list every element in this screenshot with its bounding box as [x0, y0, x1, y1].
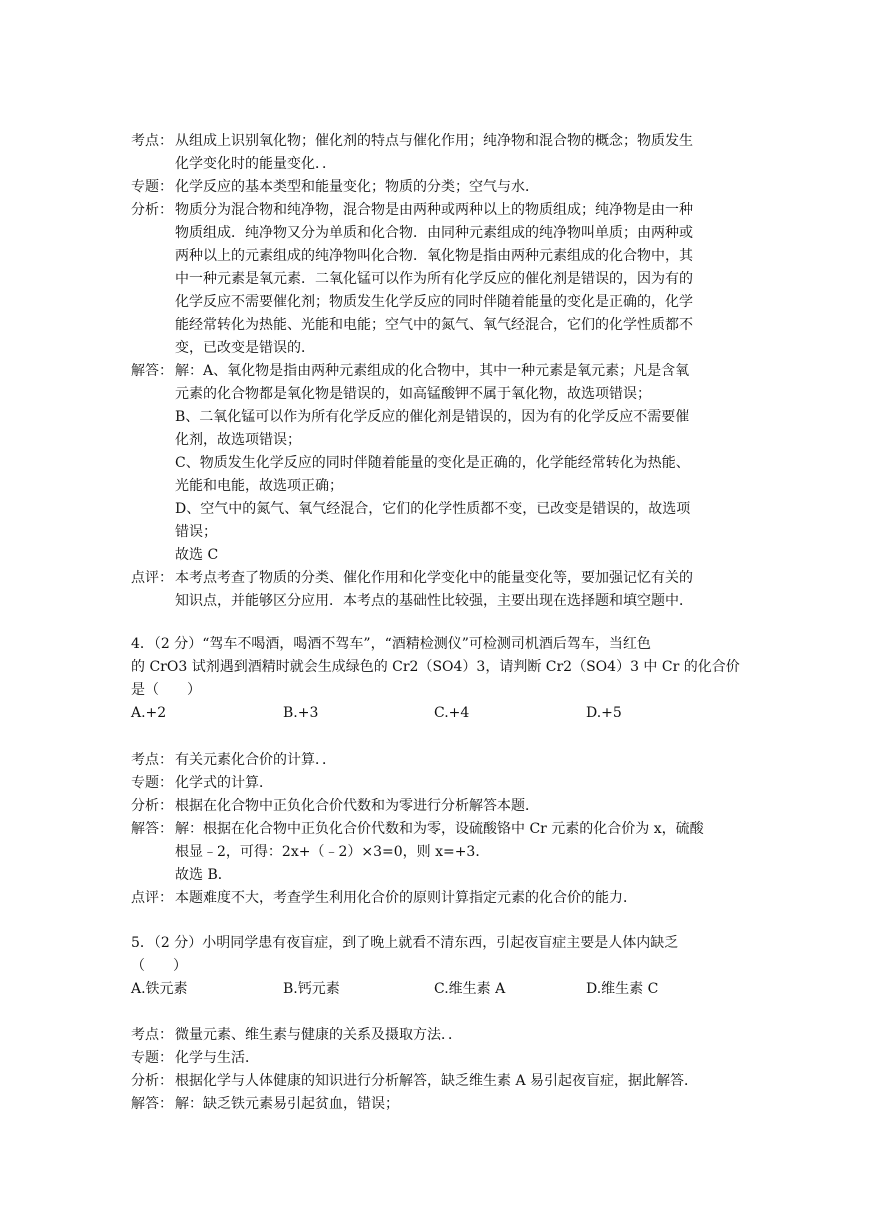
text-line: 根据化学与人体健康的知识进行分析解答，缺乏维生素 A 易引起夜盲症，据此解答．	[175, 1073, 699, 1089]
text-line: 知识点，并能够区分应用．本考点的基础性比较强，主要出现在选择题和填空题中．	[175, 593, 693, 609]
text-line: 解：A、氧化物是指由两种元素组成的化合物中，其中一种元素是氧元素；凡是含氧	[175, 363, 690, 379]
text-line: 中一种元素是氧元素．二氧化锰可以作为所有化学反应的催化剂是错误的，因为有的	[175, 271, 693, 287]
text-line: 的 CrO3 试剂遇到酒精时就会生成绿色的 Cr2（SO4）3，请判断 Cr2（SO4）3 中 Cr 的化合价	[131, 659, 740, 675]
text-line: 故选 C	[175, 547, 219, 563]
text-line: 元素的化合物都是氧化物是错误的，如高锰酸钾不属于氧化物，故选项错误；	[175, 386, 651, 402]
option-a: A.铁元素	[131, 981, 188, 997]
text-line: 微量元素、维生素与健康的关系及摄取方法．．	[175, 1027, 462, 1043]
zhuanti-section	[131, 1047, 741, 1070]
text-line: 4．（2 分）“驾车不喝酒，喝酒不驾车”，“酒精检测仪”可检测司机酒后驾车，当红色	[131, 636, 651, 652]
text-line: 从组成上识别氧化物；催化剂的特点与催化作用；纯净物和混合物的概念；物质发生	[175, 133, 693, 149]
text-line: 5．（2 分）小明同学患有夜盲症，到了晚上就看不清东西，引起夜盲症主要是人体内缺乏	[131, 935, 679, 951]
zhuanti-label: 专题：	[131, 1050, 173, 1066]
question-5-options	[131, 978, 743, 1001]
jieda-label: 解答：	[131, 363, 173, 379]
kaodian-label: 考点：	[131, 752, 173, 768]
text-line: （ ）	[131, 958, 187, 974]
question-4-stem	[131, 633, 743, 702]
text-line: 解：根据在化合物中正负化合价代数和为零，设硫酸铬中 Cr 元素的化合价为 x，硫酸	[175, 821, 704, 837]
jieda-section	[131, 818, 741, 887]
option-c: C.维生素 A	[434, 981, 506, 997]
zhuanti-label: 专题：	[131, 775, 173, 791]
kaodian-section	[131, 1024, 741, 1047]
jieda-section	[131, 1093, 741, 1116]
fenxi-label: 分析：	[131, 202, 173, 218]
jieda-section	[131, 360, 741, 567]
dianping-label: 点评：	[131, 890, 173, 906]
text-line: 光能和电能，故选项正确；	[175, 478, 343, 494]
option-c: C.+4	[434, 705, 470, 721]
fenxi-label: 分析：	[131, 1073, 173, 1089]
fenxi-section	[131, 1070, 741, 1093]
text-line: D、空气中的氮气、氧气经混合，它们的化学性质都不变，已改变是错误的，故选项	[175, 501, 691, 517]
text-line: 能经常转化为热能、光能和电能；空气中的氮气、氧气经混合，它们的化学性质都不	[175, 317, 693, 333]
text-line: 化学式的计算．	[175, 775, 273, 791]
text-line: 错误；	[175, 524, 217, 540]
text-line: 化剂，故选项错误；	[175, 432, 301, 448]
question-4-options	[131, 702, 743, 725]
text-line: B、二氧化锰可以作为所有化学反应的催化剂是错误的，因为有的化学反应不需要催	[175, 409, 690, 425]
text-line: 解：缺乏铁元素易引起贫血，错误；	[175, 1096, 399, 1112]
jieda-label: 解答：	[131, 821, 173, 837]
text-line: 化学反应的基本类型和能量变化；物质的分类；空气与水．	[175, 179, 539, 195]
text-line: 物质组成．纯净物又分为单质和化合物．由同种元素组成的纯净物叫单质；由两种或	[175, 225, 693, 241]
zhuanti-section	[131, 772, 741, 795]
text-line: C、物质发生化学反应的同时伴随着能量的变化是正确的，化学能经常转化为热能、	[175, 455, 690, 471]
kaodian-section	[131, 130, 741, 176]
dianping-section	[131, 887, 741, 910]
option-b: B.+3	[283, 705, 319, 721]
text-line: 故选 B．	[175, 867, 232, 883]
text-line: 是（ ）	[131, 682, 201, 698]
text-line: 化学反应不需要催化剂；物质发生化学反应的同时伴随着能量的变化是正确的，化学	[175, 294, 693, 310]
text-line: 化学变化时的能量变化．．	[175, 156, 336, 172]
text-line: 本考点考查了物质的分类、催化作用和化学变化中的能量变化等，要加强记忆有关的	[175, 570, 693, 586]
text-line: 根显﹣2，可得：2x+（﹣2）×3=0，则 x=+3．	[175, 844, 490, 860]
text-line: 物质分为混合物和纯净物，混合物是由两种或两种以上的物质组成；纯净物是由一种	[175, 202, 693, 218]
option-d: D.维生素 C	[586, 981, 659, 997]
kaodian-section	[131, 749, 741, 772]
kaodian-label: 考点：	[131, 133, 173, 149]
fenxi-section	[131, 199, 741, 360]
fenxi-label: 分析：	[131, 798, 173, 814]
text-line: 化学与生活．	[175, 1050, 259, 1066]
question-5-stem	[131, 932, 743, 978]
zhuanti-section	[131, 176, 741, 199]
zhuanti-label: 专题：	[131, 179, 173, 195]
text-line: 变，已改变是错误的．	[175, 340, 315, 356]
option-d: D.+5	[586, 705, 622, 721]
kaodian-label: 考点：	[131, 1027, 173, 1043]
dianping-label: 点评：	[131, 570, 173, 586]
fenxi-section	[131, 795, 741, 818]
text-line: 两种以上的元素组成的纯净物叫化合物．氧化物是指由两种元素组成的化合物中，其	[175, 248, 693, 264]
option-a: A.+2	[131, 705, 167, 721]
option-b: B.钙元素	[283, 981, 340, 997]
text-line: 有关元素化合价的计算．．	[175, 752, 336, 768]
text-line: 本题难度不大，考查学生利用化合价的原则计算指定元素的化合价的能力．	[175, 890, 637, 906]
jieda-label: 解答：	[131, 1096, 173, 1112]
dianping-section	[131, 567, 741, 613]
text-line: 根据在化合物中正负化合价代数和为零进行分析解答本题．	[175, 798, 539, 814]
